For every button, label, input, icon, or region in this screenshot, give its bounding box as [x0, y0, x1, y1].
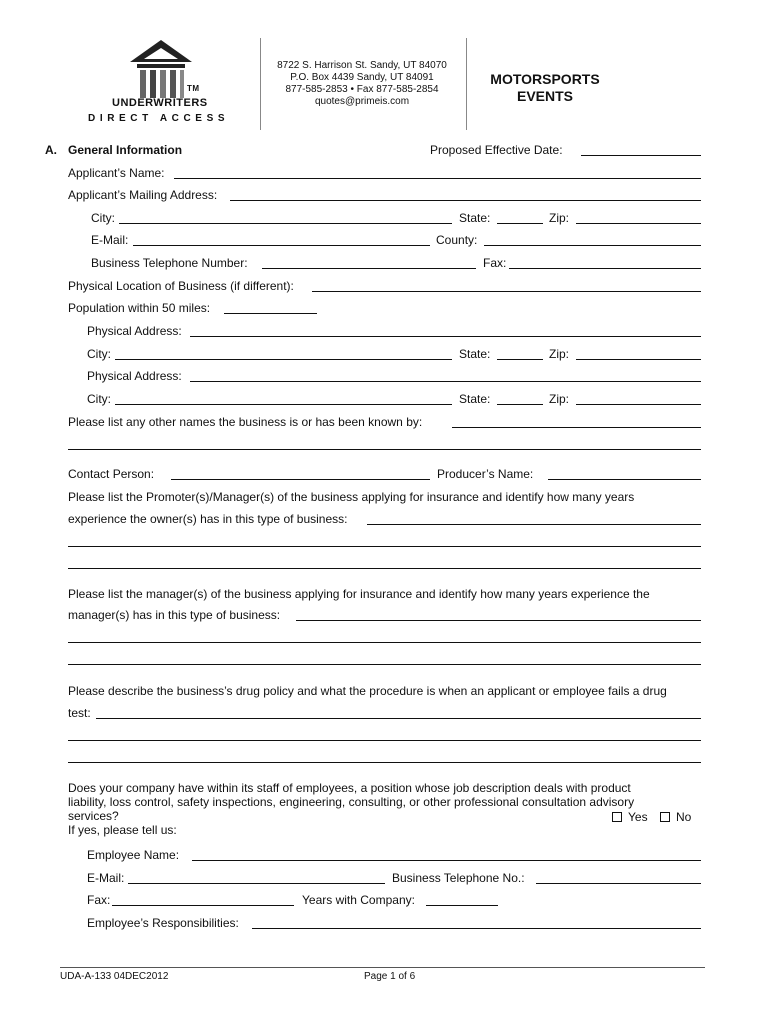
population-label: Population within 50 miles: [68, 301, 211, 315]
responsibilities-field[interactable] [252, 928, 701, 929]
section-title: General Information [68, 143, 183, 157]
producer-name-label: Producer’s Name: [437, 467, 534, 481]
managers-question-cont: manager(s) has in this type of business: [68, 608, 281, 622]
promoters-answer-line-3[interactable] [68, 568, 701, 569]
producer-name-field[interactable] [548, 479, 701, 480]
managers-answer-line-3[interactable] [68, 664, 701, 665]
business-phone-field[interactable] [262, 268, 476, 269]
no-checkbox[interactable] [660, 812, 670, 822]
phone-fax-line: 877-585-2853 • Fax 877-585-2854 [285, 84, 439, 95]
staff-question [68, 781, 708, 837]
managers-question: Please list the manager(s) of the business applying for insurance and identify how many years experience the [68, 587, 650, 601]
responsibilities-label: Employee’s Responsibilities: [87, 916, 239, 930]
employee-email-field[interactable] [128, 883, 385, 884]
physical-address-field[interactable] [190, 336, 701, 337]
logo-word-direct-access: DIRECT ACCESS [88, 113, 230, 124]
city-field[interactable] [115, 404, 452, 405]
mailing-address-label: Applicant’s Mailing Address: [68, 188, 218, 202]
promoters-question-cont: experience the owner(s) has in this type of business: [68, 512, 348, 526]
page-number: Page 1 of 6 [364, 971, 416, 982]
physical-address-label: Physical Address: [87, 324, 182, 338]
zip-field[interactable] [576, 404, 701, 405]
state-label: State: [459, 347, 491, 361]
city-label: City: [91, 211, 115, 225]
mailing-address-field[interactable] [230, 200, 701, 201]
applicant-name-label: Applicant’s Name: [68, 166, 165, 180]
years-with-company-label: Years with Company: [302, 893, 415, 907]
form-title [470, 71, 620, 105]
staff-question-line: services? [68, 809, 119, 823]
yes-checkbox[interactable] [612, 812, 622, 822]
if-yes-label: If yes, please tell us: [68, 823, 177, 837]
staff-question-line: Does your company have within its staff of employees, a position whose job description deals with product [68, 781, 631, 795]
managers-answer-line-2[interactable] [68, 642, 701, 643]
no-label: No [676, 810, 692, 824]
effective-date-label: Proposed Effective Date: [430, 143, 563, 157]
promoters-question: Please list the Promoter(s)/Manager(s) of the business applying for insurance and identify how many years [68, 490, 635, 504]
other-names-field-line-2[interactable] [68, 449, 701, 450]
promoters-answer-field[interactable] [367, 524, 701, 525]
employee-email-label: E-Mail: [87, 871, 125, 885]
state-label: State: [459, 211, 491, 225]
header-divider-left [260, 38, 261, 130]
contact-person-field[interactable] [171, 479, 430, 480]
managers-answer-field[interactable] [296, 620, 701, 621]
logo-word-underwriters: UNDERWRITERS [112, 97, 208, 109]
other-names-field[interactable] [452, 427, 701, 428]
employee-name-field[interactable] [192, 860, 701, 861]
state-label: State: [459, 392, 491, 406]
form-title-line-2: EVENTS [516, 88, 573, 104]
state-field[interactable] [497, 359, 543, 360]
employee-fax-field[interactable] [112, 905, 294, 906]
population-field[interactable] [224, 313, 317, 314]
email-line: quotes@primeis.com [314, 96, 410, 107]
physical-location-field[interactable] [312, 291, 701, 292]
zip-field[interactable] [576, 223, 701, 224]
promoters-answer-line-2[interactable] [68, 546, 701, 547]
employee-phone-label: Business Telephone No.: [392, 871, 525, 885]
staff-question-line: liability, loss control, safety inspections, engineering, consulting, or other professional consultation advisory [68, 795, 635, 809]
yes-label: Yes [628, 810, 648, 824]
applicant-name-field[interactable] [174, 178, 701, 179]
zip-field[interactable] [576, 359, 701, 360]
footer-rule [60, 967, 705, 968]
zip-label: Zip: [549, 392, 570, 406]
zip-label: Zip: [549, 347, 570, 361]
fax-label: Fax: [483, 256, 507, 270]
building-logo-icon [128, 38, 194, 100]
county-label: County: [436, 233, 478, 247]
years-with-company-field[interactable] [426, 905, 498, 906]
form-id: UDA-A-133 04DEC2012 [60, 971, 169, 982]
state-field[interactable] [497, 404, 543, 405]
header-divider-right [466, 38, 467, 130]
city-label: City: [87, 392, 111, 406]
physical-address-label: Physical Address: [87, 369, 182, 383]
drug-policy-answer-line-2[interactable] [68, 740, 701, 741]
city-field[interactable] [119, 223, 452, 224]
drug-policy-question-cont: test: [68, 706, 91, 720]
drug-policy-answer-field[interactable] [96, 718, 701, 719]
drug-policy-answer-line-3[interactable] [68, 762, 701, 763]
physical-address-field[interactable] [190, 381, 701, 382]
zip-label: Zip: [549, 211, 570, 225]
email-field[interactable] [133, 245, 430, 246]
city-label: City: [87, 347, 111, 361]
business-phone-label: Business Telephone Number: [91, 256, 248, 270]
county-field[interactable] [484, 245, 701, 246]
email-label: E-Mail: [91, 233, 129, 247]
address-line: 8722 S. Harrison St. Sandy, UT 84070 [277, 60, 447, 71]
drug-policy-question: Please describe the business’s drug policy and what the procedure is when an applicant or employee fails a drug [68, 684, 667, 698]
city-field[interactable] [115, 359, 452, 360]
other-names-label: Please list any other names the business is or has been known by: [68, 415, 423, 429]
trademark-mark: TM [187, 84, 200, 93]
section-letter: A. [45, 143, 57, 157]
contact-person-label: Contact Person: [68, 467, 155, 481]
employee-fax-label: Fax: [87, 893, 111, 907]
address-line: P.O. Box 4439 Sandy, UT 84091 [290, 72, 434, 83]
fax-field[interactable] [509, 268, 701, 269]
form-title-line-1: MOTORSPORTS [490, 71, 600, 87]
employee-phone-field[interactable] [536, 883, 701, 884]
effective-date-field[interactable] [581, 155, 701, 156]
employee-name-label: Employee Name: [87, 848, 180, 862]
physical-location-label: Physical Location of Business (if different): [68, 279, 294, 293]
company-address [262, 60, 462, 108]
state-field[interactable] [497, 223, 543, 224]
